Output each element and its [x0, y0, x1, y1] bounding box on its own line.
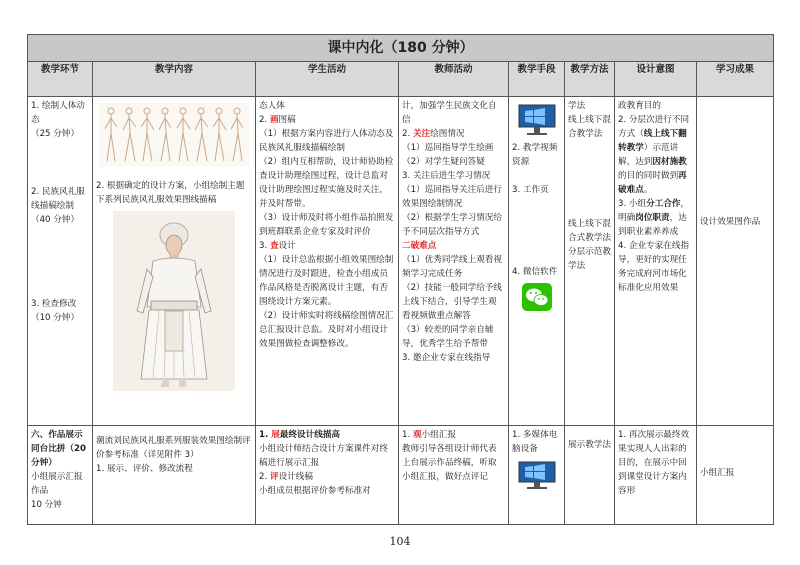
teacher-line: （1）巡回指导学生绘画 [402, 143, 494, 153]
student-line: （3）设计师及时将小组作品拍照发到班群联系企业专家及时评价 [259, 213, 394, 237]
stage-cell [28, 426, 93, 525]
teacher-heading-difficulty: 二破难点 [402, 241, 437, 251]
content-text: 2. 根据确定的设计方案，小组绘制主题下系列民族风礼服效果图线描稿 [96, 181, 245, 205]
method-item: 线上线下混合教学法 [568, 115, 611, 139]
outcome-text: 小组汇报 [700, 468, 735, 478]
heading-keyword: 观 [412, 430, 422, 440]
header-student: 学生活动 [256, 62, 399, 97]
method-item: 展示教学法 [568, 440, 611, 450]
heading-text: 设计线稿 [278, 472, 313, 482]
pose-sketches-image [99, 103, 249, 167]
header-teacher: 教师活动 [399, 62, 509, 97]
header-row [28, 62, 774, 97]
teacher-line: 3. 关注后进生学习情况 [402, 171, 491, 181]
heading-keyword: 展 [271, 430, 280, 440]
content-cell [93, 426, 256, 525]
heading-keyword: 画 [269, 115, 279, 125]
heading-number: 1. [259, 430, 272, 440]
student-activity-cell [256, 97, 399, 426]
outcome-cell [697, 97, 774, 426]
student-heading-check [259, 239, 395, 253]
student-line: 小组成员根据评价参考标准对 [259, 486, 371, 496]
heading-text: 绘图情况 [430, 129, 465, 139]
content-cell [93, 97, 256, 426]
heading-number: 2. [259, 115, 270, 125]
heading-text: 小组汇报 [421, 430, 456, 440]
student-heading-draw [259, 113, 395, 127]
intent-text: 。 [643, 185, 653, 195]
stage-time: 10 分钟 [31, 500, 62, 510]
intent-point-3 [618, 197, 693, 239]
intent-cell [615, 426, 697, 525]
student-line: （1）根据方案内容进行人体动态及民族风礼服线描稿绘制 [259, 129, 394, 153]
intent-text: ，达到职业素养养成 [618, 213, 687, 237]
heading-number: 2. [402, 129, 413, 139]
teacher-line: （3）较差的同学亲自辅导，优秀学生给予帮带 [402, 325, 494, 349]
monitor-icon [517, 460, 557, 490]
header-outcome: 学习成果 [697, 62, 774, 97]
stage-title: 六、作品展示同台比拼（20 分钟） [31, 430, 86, 468]
costume-illustration [113, 211, 235, 391]
student-activity-cell [256, 426, 399, 525]
intent-bold: 线上线下翻转教学 [618, 129, 687, 153]
student-line: 小组设计师结合设计方案课件对终稿进行展示汇报 [259, 444, 388, 468]
method-item: 分层示范教学法 [568, 247, 611, 271]
means-item: 2. 教学视频资源 [512, 143, 558, 167]
intent-text: 3. 小组 [618, 199, 647, 209]
teacher-activity-cell [399, 97, 509, 426]
means-cell [509, 97, 565, 426]
method-item: 线上线下混合式教学法 [568, 219, 611, 243]
stage-item-2: 2. 民族风礼服线描稿绘制 [31, 187, 85, 211]
table-row [28, 426, 774, 525]
stage-item-3: 3. 检查修改 [31, 299, 77, 309]
intent-bold: 分工合作 [646, 199, 681, 209]
page-number: 104 [389, 535, 411, 548]
teacher-heading-focus [402, 127, 505, 141]
teacher-line: （1）巡回指导关注后进行效果图绘制情况 [402, 185, 502, 209]
intent-line: 1. 再次展示最终效果实现人人出彩的目的，在展示中回到课堂设计方案内容形 [618, 430, 690, 496]
teacher-line: （2）对学生疑问答疑 [402, 157, 485, 167]
teacher-line: 3. 邀企业专家在线指导 [402, 353, 491, 363]
intent-point-2 [618, 113, 693, 197]
student-line: （2）组内互相帮助，设计师协助检查设计助理绘图过程，设计总监对设计助理绘图过程实施及时关注，并及时帮带。 [259, 157, 394, 209]
table-row [28, 97, 774, 426]
intent-bold: 岗位职责 [635, 213, 670, 223]
header-intent: 设计意图 [615, 62, 697, 97]
intent-text: 2. 分层次进行不同方式（ [618, 115, 690, 139]
heading-number: 1. [402, 430, 413, 440]
intent-bold: 再破难点 [618, 171, 687, 195]
section-banner: 课中内化（180 分钟） [28, 35, 774, 62]
heading-number: 2. [259, 472, 270, 482]
outcome-cell [697, 426, 774, 525]
teacher-line: （2）根据学生学习情况给予不同层次指导方式 [402, 213, 502, 237]
teacher-line: 教师引导各组设计师代表上台展示作品终稿，听取小组汇报，做好点评记 [402, 444, 497, 482]
header-stage: 教学环节 [28, 62, 93, 97]
stage-time-1: （25 分钟） [31, 129, 80, 139]
method-cell [565, 97, 615, 426]
heading-text: 设计 [278, 241, 296, 251]
stage-time-2: （40 分钟） [31, 215, 80, 225]
student-line: （1）设计总监根据小组效果图绘制情况进行及时跟进，检查小组成员作品风格是否脱离设计主题，有否围绕设计方案元素。 [259, 255, 394, 307]
means-item: 1. 多媒体电脑设备 [512, 430, 558, 454]
intent-cell [615, 97, 697, 426]
means-cell [509, 426, 565, 525]
student-heading-evaluate [259, 470, 395, 484]
intent-line: 政教育目的 [618, 101, 661, 111]
teacher-line: （2）技能一般同学给予线上线下结合，引导学生观看视频做重点解答 [402, 283, 502, 321]
content-line: 潮流刘民族风礼服系列服装效果图绘制评价参考标准（详见附件 3） [96, 436, 251, 460]
header-content: 教学内容 [93, 62, 256, 97]
student-line: （2）设计师实时将线稿绘图情况汇总汇报设计总监。及时对小组设计效果图做检查调整修改。 [259, 311, 394, 349]
student-line: 态人体 [259, 101, 285, 111]
heading-text: 最终设计线描高 [279, 430, 341, 440]
heading-number: 3. [259, 241, 270, 251]
stage-time-3: （10 分钟） [31, 313, 80, 323]
heading-keyword: 关注 [412, 129, 431, 139]
lesson-plan-table [27, 34, 774, 525]
method-cell [565, 426, 615, 525]
intent-line: 4. 企业专家在线指导，更好的实现任务完成府河市场化标准化应用效果 [618, 241, 690, 293]
means-item: 4. 微信软件 [512, 267, 558, 277]
teacher-line: （1）优秀同学线上观看视频学习完成任务 [402, 255, 502, 279]
teacher-heading-observe [402, 428, 505, 442]
monitor-icon [517, 103, 557, 137]
method-item: 学法 [568, 101, 586, 111]
teacher-activity-cell [399, 426, 509, 525]
outcome-text: 设计效果图作品 [700, 217, 761, 227]
teacher-line: 计，加强学生民族文化自信 [402, 101, 497, 125]
header-means: 教学手段 [509, 62, 565, 97]
intent-bold: 因材施教 [652, 157, 687, 167]
stage-subtitle: 小组展示汇报作品 [31, 472, 83, 496]
intent-text: ）示范讲解，达到 [618, 143, 679, 167]
stage-cell [28, 97, 93, 426]
stage-item-1: 1. 绘制人体动态 [31, 101, 85, 125]
heading-keyword: 查 [269, 241, 279, 251]
heading-text: 图稿 [278, 115, 296, 125]
means-item: 3. 工作页 [512, 185, 549, 195]
header-method: 教学方法 [565, 62, 615, 97]
content-line: 1. 展示、评价、修改流程 [96, 464, 193, 474]
intent-text: 的目的同时做到 [618, 171, 679, 181]
student-heading-show [259, 428, 395, 442]
intent-text: ，明确 [618, 199, 690, 223]
wechat-icon [522, 283, 552, 311]
heading-keyword: 评 [269, 472, 279, 482]
